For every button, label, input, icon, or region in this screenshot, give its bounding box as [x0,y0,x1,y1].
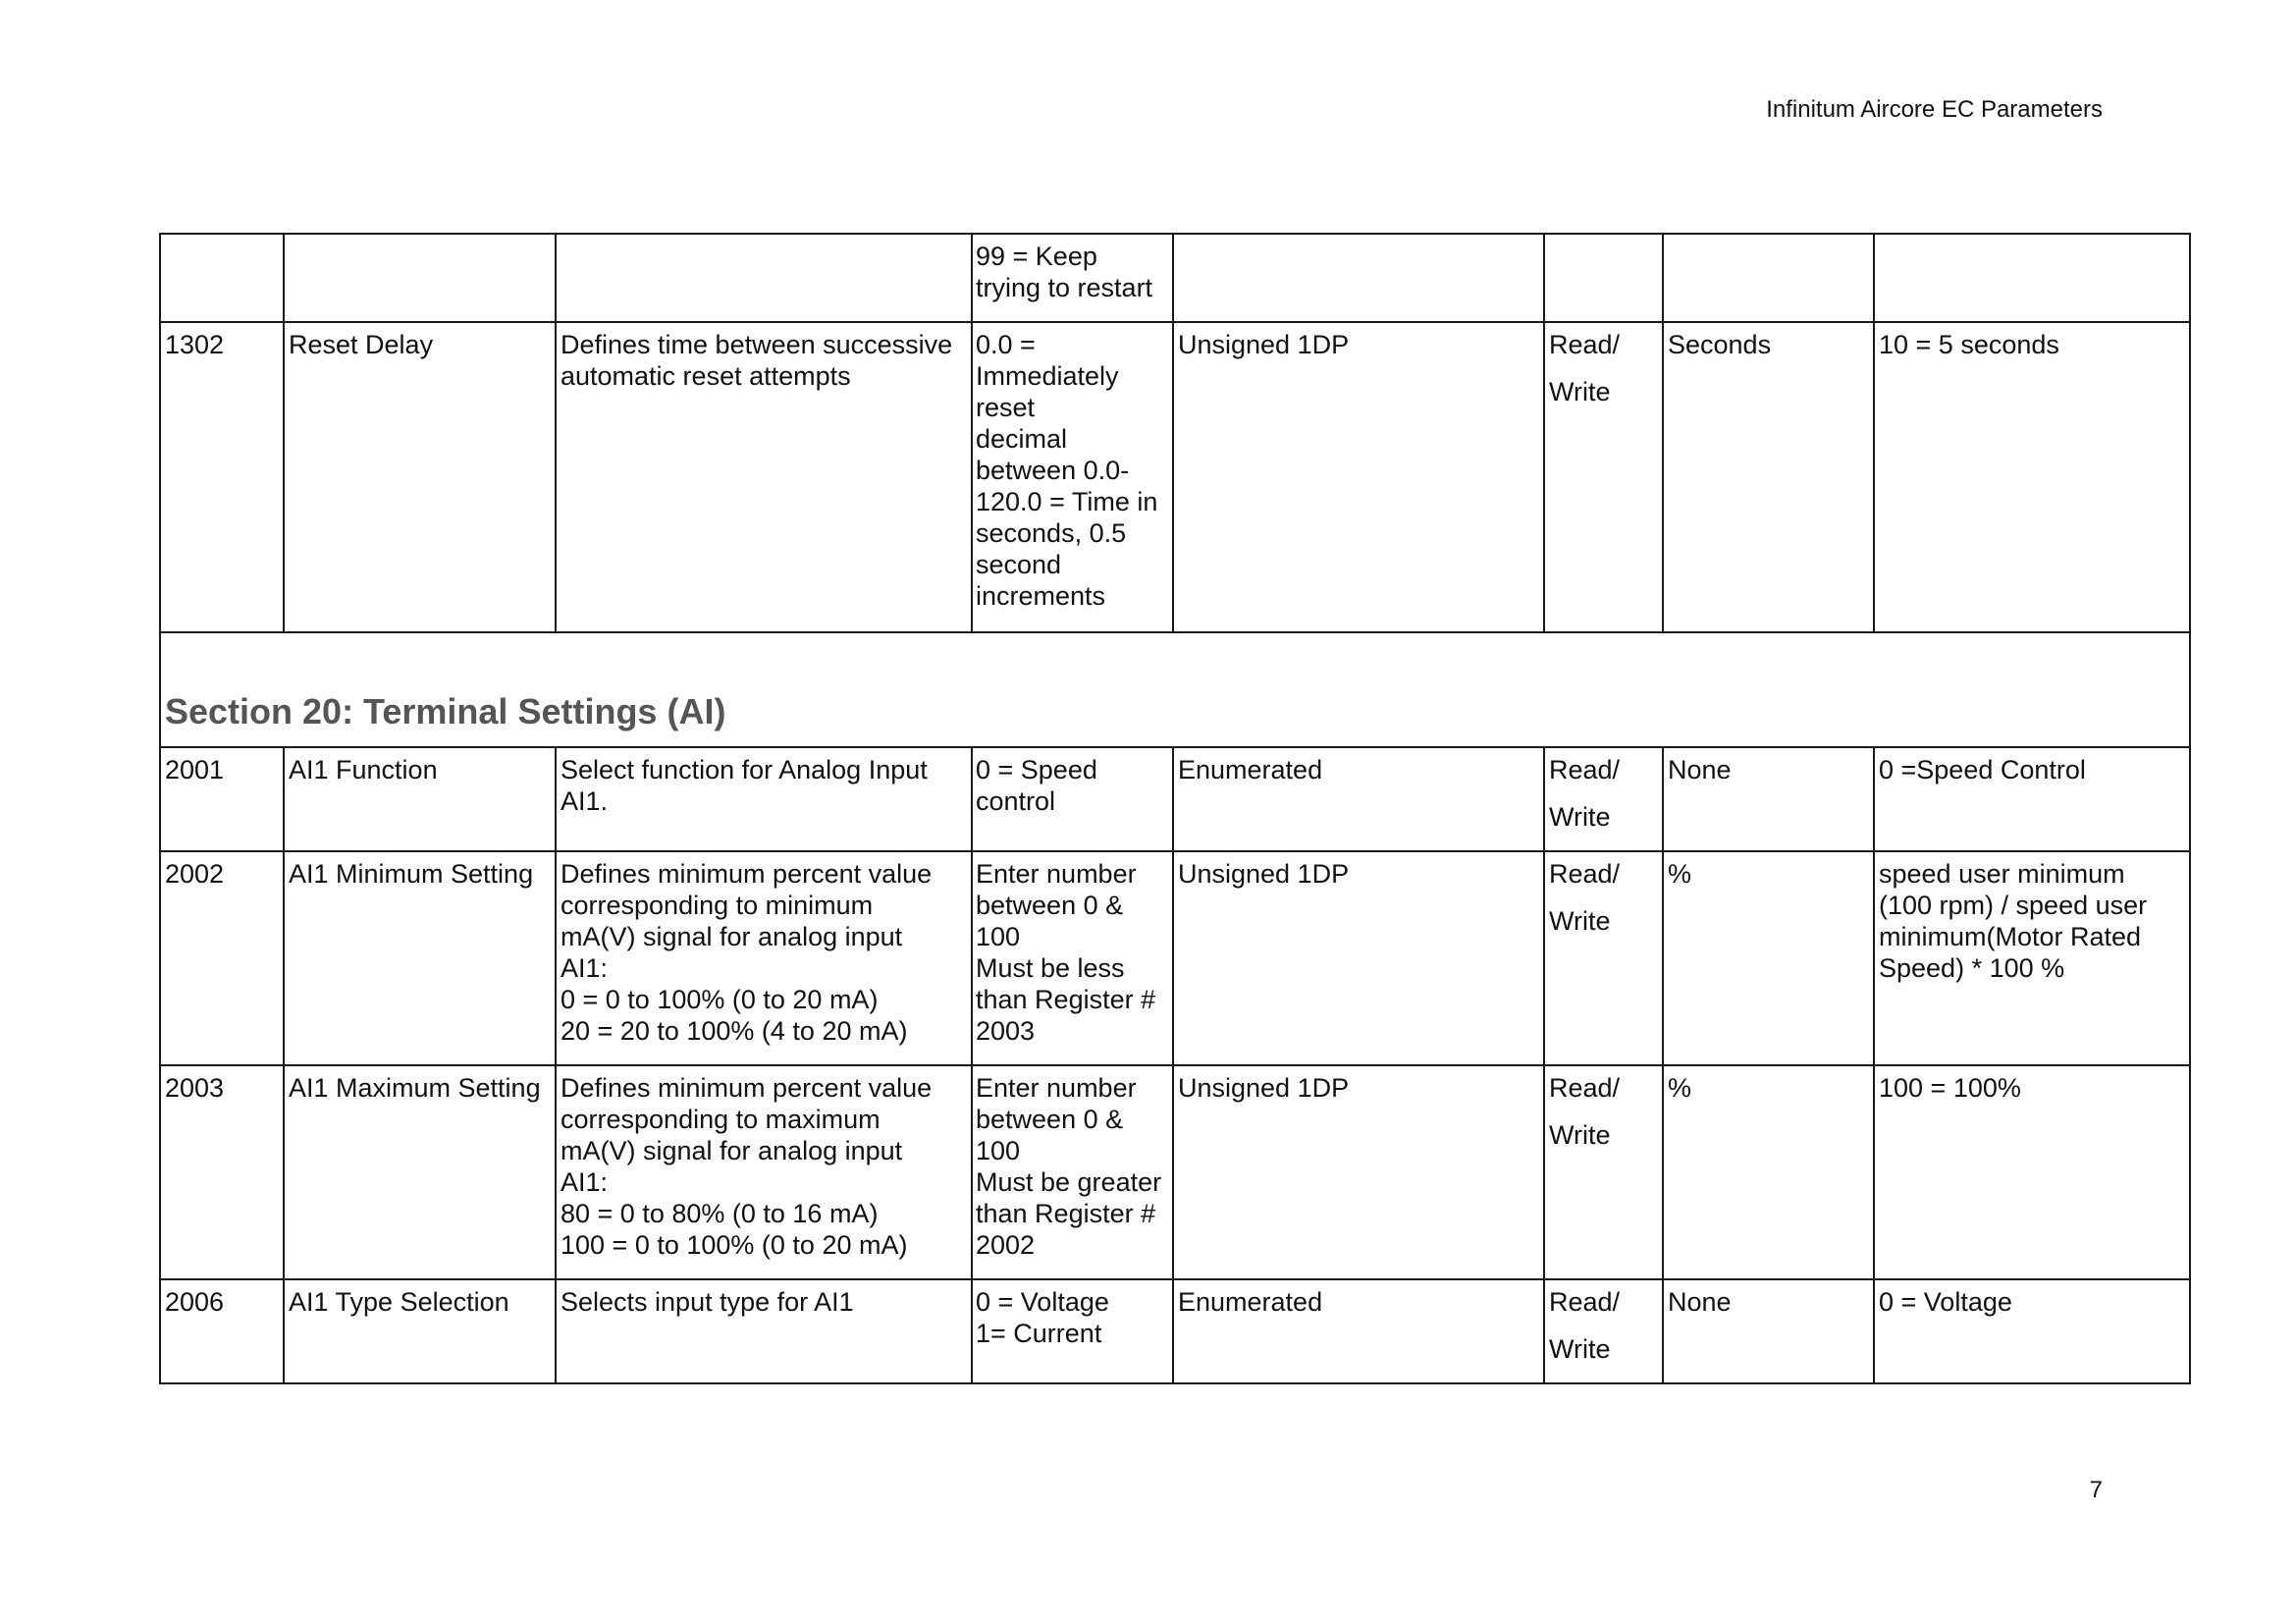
cell-default: 0 = Voltage [1874,1279,2190,1383]
access-text: Read/ Write [1549,859,1621,936]
page-number: 7 [2089,1477,2103,1503]
cell-values: Enter number between 0 & 100 Must be less than Register # 2003 [972,851,1173,1065]
cell-values: 0 = Speed control [972,747,1173,851]
cell-access [1544,1065,1663,1279]
parameters-table-body [160,234,2190,1383]
access-text: Read/ Write [1549,755,1621,832]
cell-units [1663,234,1874,322]
cell-access [1544,322,1663,632]
cell-register: 2001 [160,747,284,851]
cell-access [1544,851,1663,1065]
cell-name: AI1 Maximum Setting [284,1065,556,1279]
cell-register: 1302 [160,322,284,632]
cell-default [1874,234,2190,322]
cell-register [160,234,284,322]
cell-description: Defines minimum percent value corresponding to maximum mA(V) signal for analog input AI1: 80 = 0 to 80% (0 to 16 mA) 100 = 0 to 100% (0 to 20 mA) [556,1065,972,1279]
cell-type: Unsigned 1DP [1173,322,1544,632]
table-row [160,747,2190,851]
cell-units: None [1663,1279,1874,1383]
cell-default: speed user minimum (100 rpm) / speed user minimum(Motor Rated Speed) * 100 % [1874,851,2190,1065]
cell-name [284,234,556,322]
cell-name: AI1 Function [284,747,556,851]
cell-type: Unsigned 1DP [1173,1065,1544,1279]
cell-units: None [1663,747,1874,851]
access-text: Read/ Write [1549,1287,1621,1364]
table-row-continuation [160,234,2190,322]
cell-name: AI1 Minimum Setting [284,851,556,1065]
section-heading: Section 20: Terminal Settings (AI) [160,632,2190,747]
cell-default: 100 = 100% [1874,1065,2190,1279]
cell-name: AI1 Type Selection [284,1279,556,1383]
cell-register: 2006 [160,1279,284,1383]
cell-description [556,234,972,322]
cell-access [1544,1279,1663,1383]
table-row [160,851,2190,1065]
cell-name: Reset Delay [284,322,556,632]
cell-description: Selects input type for AI1 [556,1279,972,1383]
cell-units: Seconds [1663,322,1874,632]
cell-type: Enumerated [1173,747,1544,851]
cell-description: Select function for Analog Input AI1. [556,747,972,851]
cell-default: 10 = 5 seconds [1874,322,2190,632]
access-text: Read/ Write [1549,330,1621,406]
cell-type: Unsigned 1DP [1173,851,1544,1065]
cell-values: 0 = Voltage 1= Current [972,1279,1173,1383]
cell-type [1173,234,1544,322]
cell-default: 0 =Speed Control [1874,747,2190,851]
cell-access [1544,234,1663,322]
cell-description: Defines time between successive automatic reset attempts [556,322,972,632]
cell-register: 2002 [160,851,284,1065]
cell-access [1544,747,1663,851]
table-row [160,1065,2190,1279]
parameters-table [159,233,2191,1384]
cell-units: % [1663,1065,1874,1279]
cell-values: 99 = Keep trying to restart [972,234,1173,322]
cell-register: 2003 [160,1065,284,1279]
running-header: Infinitum Aircore EC Parameters [1766,96,2103,123]
cell-units: % [1663,851,1874,1065]
table-row [160,1279,2190,1383]
cell-description: Defines minimum percent value corresponding to minimum mA(V) signal for analog input AI1: 0 = 0 to 100% (0 to 20 mA) 20 = 20 to 100% (4 to 20 mA) [556,851,972,1065]
section-row [160,632,2190,747]
table-row [160,322,2190,632]
cell-values: Enter number between 0 & 100 Must be greater than Register # 2002 [972,1065,1173,1279]
cell-values: 0.0 = Immediately reset decimal between 0.0- 120.0 = Time in seconds, 0.5 second increments [972,322,1173,632]
cell-type: Enumerated [1173,1279,1544,1383]
access-text: Read/ Write [1549,1073,1621,1150]
